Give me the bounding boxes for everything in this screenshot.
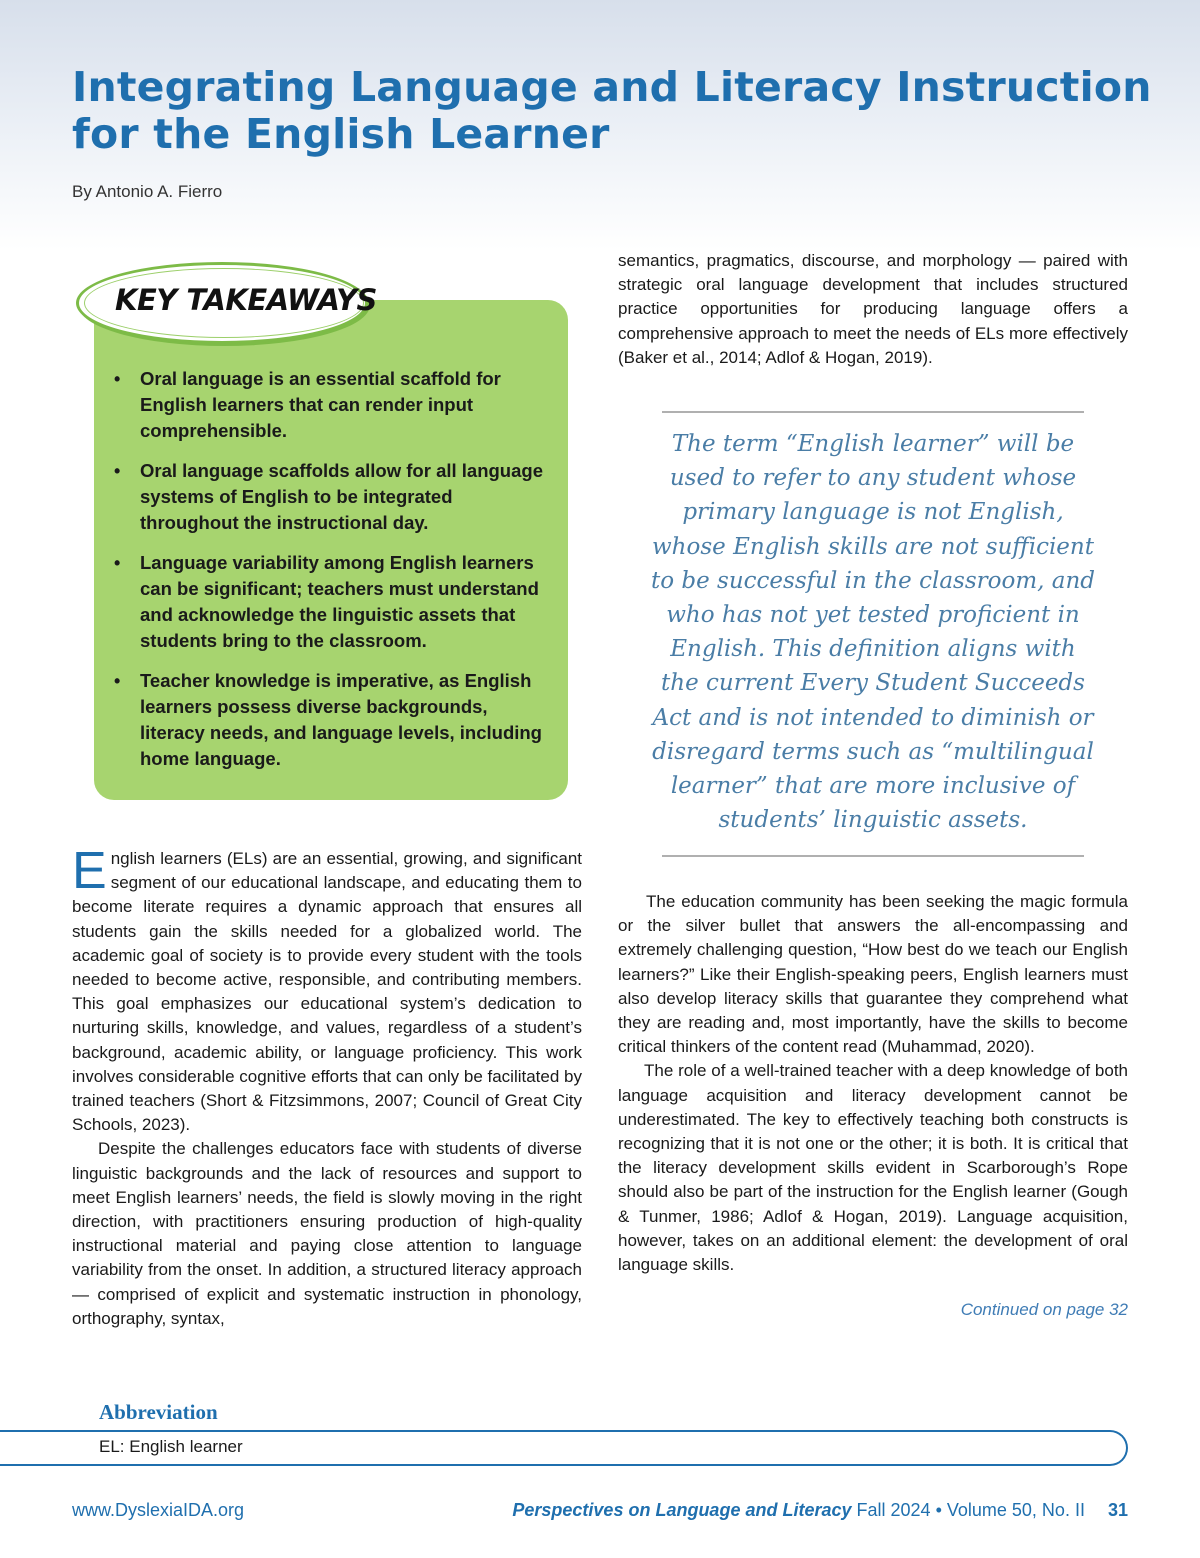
- key-takeaway-item: [112, 668, 548, 772]
- body-paragraph: The education community has been seeking the magic formula or the silver bullet that answers the all-encompassing and extremely challenging question, “How best do we teach our English learners?” Like their English-speaking peers, English learners must also develop literacy skills that guarantee they comprehend what they are reading and, most importantly, have the skills to become critical thinkers of the content read (Muhammad, 2020).: [618, 892, 1128, 1057]
- body-paragraph: [72, 842, 582, 1137]
- key-takeaways-title: KEY TAKEAWAYS: [115, 283, 377, 317]
- pull-quote: The term “English learner” will be used to refer to any student whose primary language is not English, whose English skills are not sufficient to be successful in the classroom, and who has not yet tested proficient in English. This definition aligns with the current Every Student Succeeds Act and is not intended to diminish or disregard terms such as “multilingual learner” that are more inclusive of students’ linguistic assets.: [650, 431, 1096, 834]
- page-number: 31: [1107, 1500, 1128, 1520]
- article-title: [72, 64, 1152, 158]
- title-line-1: Integrating Language and Literacy Instruction: [72, 63, 1152, 111]
- byline: By Antonio A. Fierro: [72, 182, 223, 201]
- footer-url[interactable]: www.DyslexiaIDA.org: [72, 1500, 245, 1520]
- key-takeaway-item: [112, 458, 548, 536]
- pull-quote-top-rule: [662, 411, 1084, 413]
- title-line-2: for the English Learner: [72, 110, 610, 158]
- continued-link[interactable]: Continued on page 32: [960, 1300, 1128, 1319]
- body-paragraph: Despite the challenges educators face with students of diverse linguistic backgrounds and the lack of resources and support to meet English learners’ needs, the field is slowly moving in the right direction, with practitioners ensuring production of high-quality instructional material and paying close attention to language variability from the onset. In addition, a structured literacy approach — comprised of explicit and systematic instruction in phonology, orthography, syntax,: [72, 1139, 582, 1328]
- footer-journal-name: Perspectives on Language and Literacy: [512, 1500, 852, 1520]
- bullet-icon: •: [114, 461, 121, 481]
- key-takeaway-text: Oral language is an essential scaffold for English learners that can render input comprehensible.: [140, 368, 501, 441]
- body-paragraph: The role of a well-trained teacher with a deep knowledge of both language acquisition and literacy development cannot be underestimated. The key to effectively teaching both constructs is recognizing that it is not one or the other; it is both. It is critical that the literacy development skills evident in Scarborough’s Rope should also be part of the instruction for the English learner (Gough & Tunmer, 1986; Adlof & Hogan, 2019). Language acquisition, however, takes on an additional element: the development of oral language skills.: [618, 1061, 1128, 1275]
- pull-quote-bottom-rule: [662, 855, 1084, 857]
- footer-issue: Fall 2024 • Volume 50, No. II: [856, 1500, 1085, 1520]
- bullet-icon: •: [114, 671, 121, 691]
- key-takeaway-text: Teacher knowledge is imperative, as English learners possess diverse backgrounds, literacy needs, and language levels, including home language.: [140, 670, 542, 769]
- abbreviation-text: EL: English learner: [99, 1437, 243, 1456]
- key-takeaway-item: [112, 366, 548, 444]
- abbreviation-title: Abbreviation: [99, 1400, 218, 1424]
- drop-cap: E: [72, 842, 107, 900]
- right-body-column-top: [618, 249, 1128, 370]
- key-takeaway-item: [112, 550, 548, 654]
- bullet-icon: •: [114, 553, 121, 573]
- right-body-column-bottom: [618, 890, 1128, 1277]
- left-body-column: [72, 842, 582, 1331]
- key-takeaway-text: Language variability among English learners can be significant; teachers must understand and acknowledge the linguistic assets that students bring to the classroom.: [140, 552, 539, 651]
- key-takeaways-list: [112, 366, 548, 786]
- bullet-icon: •: [114, 369, 121, 389]
- paragraph-text: nglish learners (ELs) are an essential, growing, and significant segment of our educational landscape, and educating them to become literate requires a dynamic approach that ensures all students gain the skills needed for a globalized world. The academic goal of society is to provide every student with the tools needed to become active, responsible, and contributing members. This goal emphasizes our educational system’s dedication to nurturing skills, knowledge, and values, regardless of a student’s background, academic ability, or language proficiency. This work involves considerable cognitive efforts that can only be facilitated by trained teachers (Short & Fitzsimmons, 2007; Council of Great City Schools, 2023).: [72, 849, 582, 1135]
- footer-issue-info: [512, 1500, 1128, 1521]
- body-paragraph: semantics, pragmatics, discourse, and morphology — paired with strategic oral language development that includes structured practice opportunities for producing language offers a comprehensive approach to meet the needs of ELs more effectively (Baker et al., 2014; Adlof & Hogan, 2019).: [618, 251, 1128, 367]
- key-takeaway-text: Oral language scaffolds allow for all language systems of English to be integrated throughout the instructional day.: [140, 460, 543, 533]
